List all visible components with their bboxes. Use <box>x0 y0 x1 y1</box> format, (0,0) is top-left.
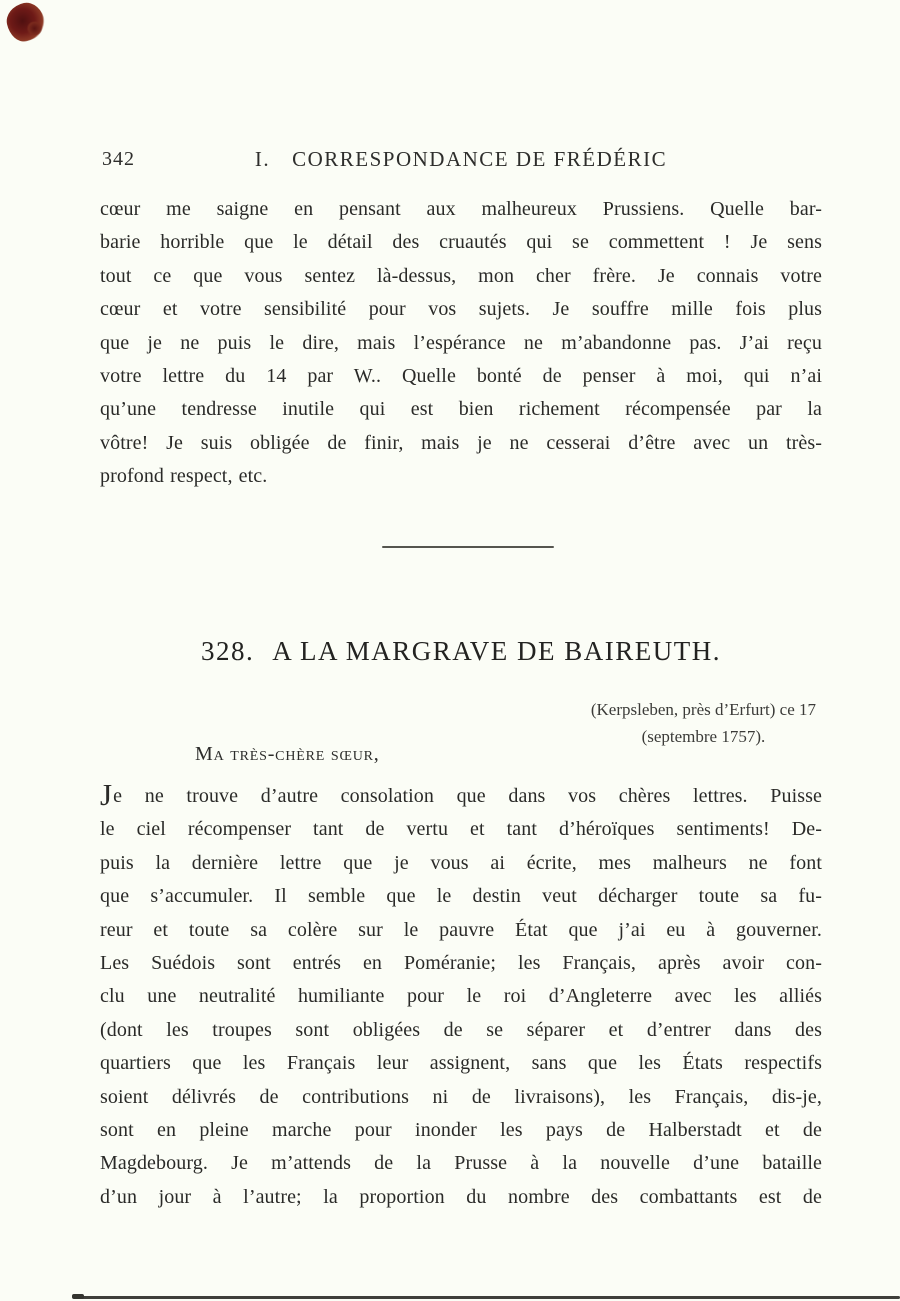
running-title <box>100 147 822 172</box>
text-line: reur et toute sa colère sur le pauvre État que j’ai eu à gouverner. <box>100 918 822 941</box>
text-line-with-initial: Je ne trouve d’autre consolation que dans vos chères lettres. Puisse <box>100 777 822 812</box>
text-line: quartiers que les Français leur assignent, sans que les États respectifs <box>100 1052 822 1075</box>
page-number: 342 <box>102 148 135 170</box>
text-line: Les Suédois sont entrés en Poméranie; les Français, après avoir con- <box>100 952 822 975</box>
text-line: tout ce que vous sentez là-dessus, mon cher frère. Je connais votre <box>100 264 822 287</box>
part-numeral: I. <box>254 147 271 171</box>
text-line: vôtre! Je suis obligée de finir, mais je ne cesserai d’être avec un très- <box>100 431 822 454</box>
text-line: Magdebourg. Je m’attends de la Prusse à la nouvelle d’une bataille <box>100 1152 822 1175</box>
text-line: d’un jour à l’autre; la proportion du nombre des combattants est de <box>100 1185 822 1208</box>
letter-body-paragraph <box>100 777 822 1214</box>
red-ink-stain <box>3 0 48 45</box>
previous-letter-closing-paragraph <box>100 193 822 494</box>
letter-title: A LA MARGRAVE DE BAIREUTH. <box>272 636 722 666</box>
dateline <box>591 696 816 750</box>
running-head <box>100 147 822 177</box>
text-line: qu’une tendresse inutile qui est bien richement récompensée par la <box>100 398 822 421</box>
running-title-text: CORRESPONDANCE DE FRÉDÉRIC <box>292 147 668 171</box>
letter-heading <box>100 636 822 667</box>
text-line: profond respect, etc. <box>100 465 268 488</box>
dateline-place: (Kerpsleben, près d’Erfurt) ce 17 <box>590 700 816 719</box>
letter-divider-rule <box>382 546 554 548</box>
salutation: Ma très-chère sœur, <box>195 743 380 765</box>
dateline-block <box>100 696 822 750</box>
first-line-text: e ne trouve d’autre consolation que dans vos chères lettres. Puisse <box>113 785 822 807</box>
text-line: votre lettre du 14 par W.. Quelle bonté de penser à moi, qui n’ai <box>100 365 822 388</box>
scan-edge-line <box>76 1296 900 1299</box>
text-line: (dont les troupes sont obligées de se séparer et d’entrer dans des <box>100 1018 822 1041</box>
text-line: cœur et votre sensibilité pour vos sujets. Je souffre mille fois plus <box>100 298 822 321</box>
text-line: que je ne puis le dire, mais l’espérance ne m’abandonne pas. J’ai reçu <box>100 331 822 354</box>
text-line: le ciel récompenser tant de vertu et tant d’héroïques sentiments! De- <box>100 818 822 841</box>
text-line: soient délivrés de contributions ni de livraisons), les Français, dis-je, <box>100 1085 822 1108</box>
text-line: cœur me saigne en pensant aux malheureux Prussiens. Quelle bar- <box>100 198 822 220</box>
text-line: sont en pleine marche pour inonder les pays de Halberstadt et de <box>100 1119 822 1142</box>
text-line: que s’accumuler. Il semble que le destin veut décharger toute sa fu- <box>100 885 822 908</box>
dateline-date: (septembre 1757). <box>641 727 766 746</box>
text-line: puis la dernière lettre que je vous ai écrite, mes malheurs ne font <box>100 851 822 874</box>
text-line: barie horrible que le détail des cruautés qui se commettent ! Je sens <box>100 231 822 254</box>
text-line: clu une neutralité humiliante pour le roi d’Angleterre avec les alliés <box>100 985 822 1008</box>
letter-number: 328. <box>200 636 255 666</box>
